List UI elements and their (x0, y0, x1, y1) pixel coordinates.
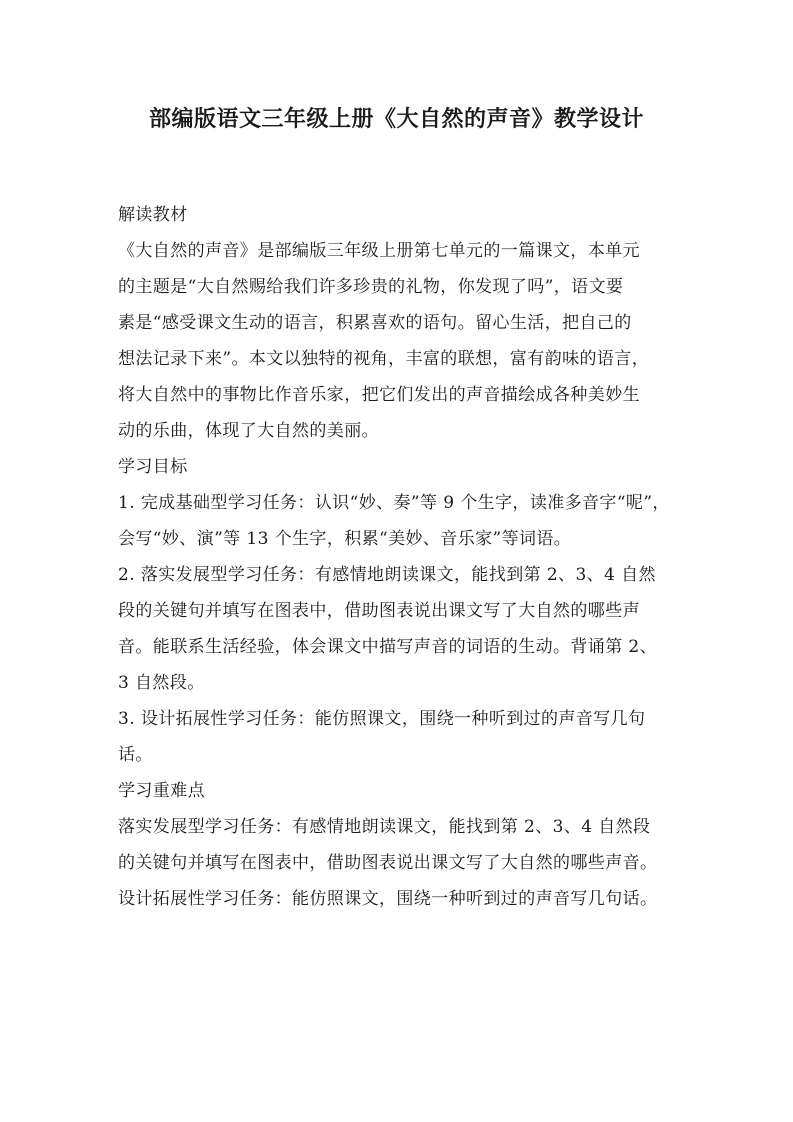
paragraph-line: 素是“感受课文生动的语言，积累喜欢的语句。留心生活，把自己的 (118, 313, 632, 333)
paragraph-line: 设计拓展性学习任务：能仿照课文，围绕一种听到过的声音写几句话。 (118, 889, 658, 909)
paragraph-line: 2. 落实发展型学习任务：有感情地朗读课文，能找到第 2、3、4 自然 (118, 565, 656, 585)
paragraph-line: 话。 (118, 745, 153, 765)
section-heading-key-difficulties: 学习重难点 (118, 781, 205, 801)
paragraph-line: 想法记录下来”。本文以独特的视角，丰富的联想，富有韵味的语言， (118, 349, 650, 369)
section-heading-interpretation: 解读教材 (118, 205, 188, 225)
paragraph-line: 会写“妙、演”等 13 个生字，积累“美妙、音乐家”等词语。 (118, 529, 572, 549)
section-heading-objectives: 学习目标 (118, 457, 188, 477)
paragraph-line: 1. 完成基础型学习任务：认识“妙、奏”等 9 个生字，读准多音字“呢”， (118, 493, 670, 513)
document-title: 部编版语文三年级上册《大自然的声音》教学设计 (148, 107, 644, 132)
paragraph-line: 的关键句并填写在图表中，借助图表说出课文写了大自然的哪些声音。 (118, 853, 658, 873)
paragraph-line: 落实发展型学习任务：有感情地朗读课文，能找到第 2、3、4 自然段 (118, 817, 651, 837)
paragraph-line: 的主题是“大自然赐给我们许多珍贵的礼物，你发现了吗”，语文要 (118, 277, 624, 297)
paragraph-line: 3 自然段。 (118, 673, 205, 693)
document-body (118, 197, 688, 917)
paragraph-line: 段的关键句并填写在图表中，借助图表说出课文写了大自然的哪些声 (118, 601, 640, 621)
paragraph-line: 动的乐曲，体现了大自然的美丽。 (118, 421, 379, 441)
paragraph-line: 将大自然中的事物比作音乐家，把它们发出的声音描绘成各种美妙生 (118, 385, 640, 405)
paragraph-line: 3. 设计拓展性学习任务：能仿照课文，围绕一种听到过的声音写几句 (118, 709, 646, 729)
paragraph-line: 《大自然的声音》是部编版三年级上册第七单元的一篇课文，本单元 (118, 241, 640, 261)
paragraph-line: 音。能联系生活经验，体会课文中描写声音的词语的生动。背诵第 2、 (118, 637, 658, 657)
